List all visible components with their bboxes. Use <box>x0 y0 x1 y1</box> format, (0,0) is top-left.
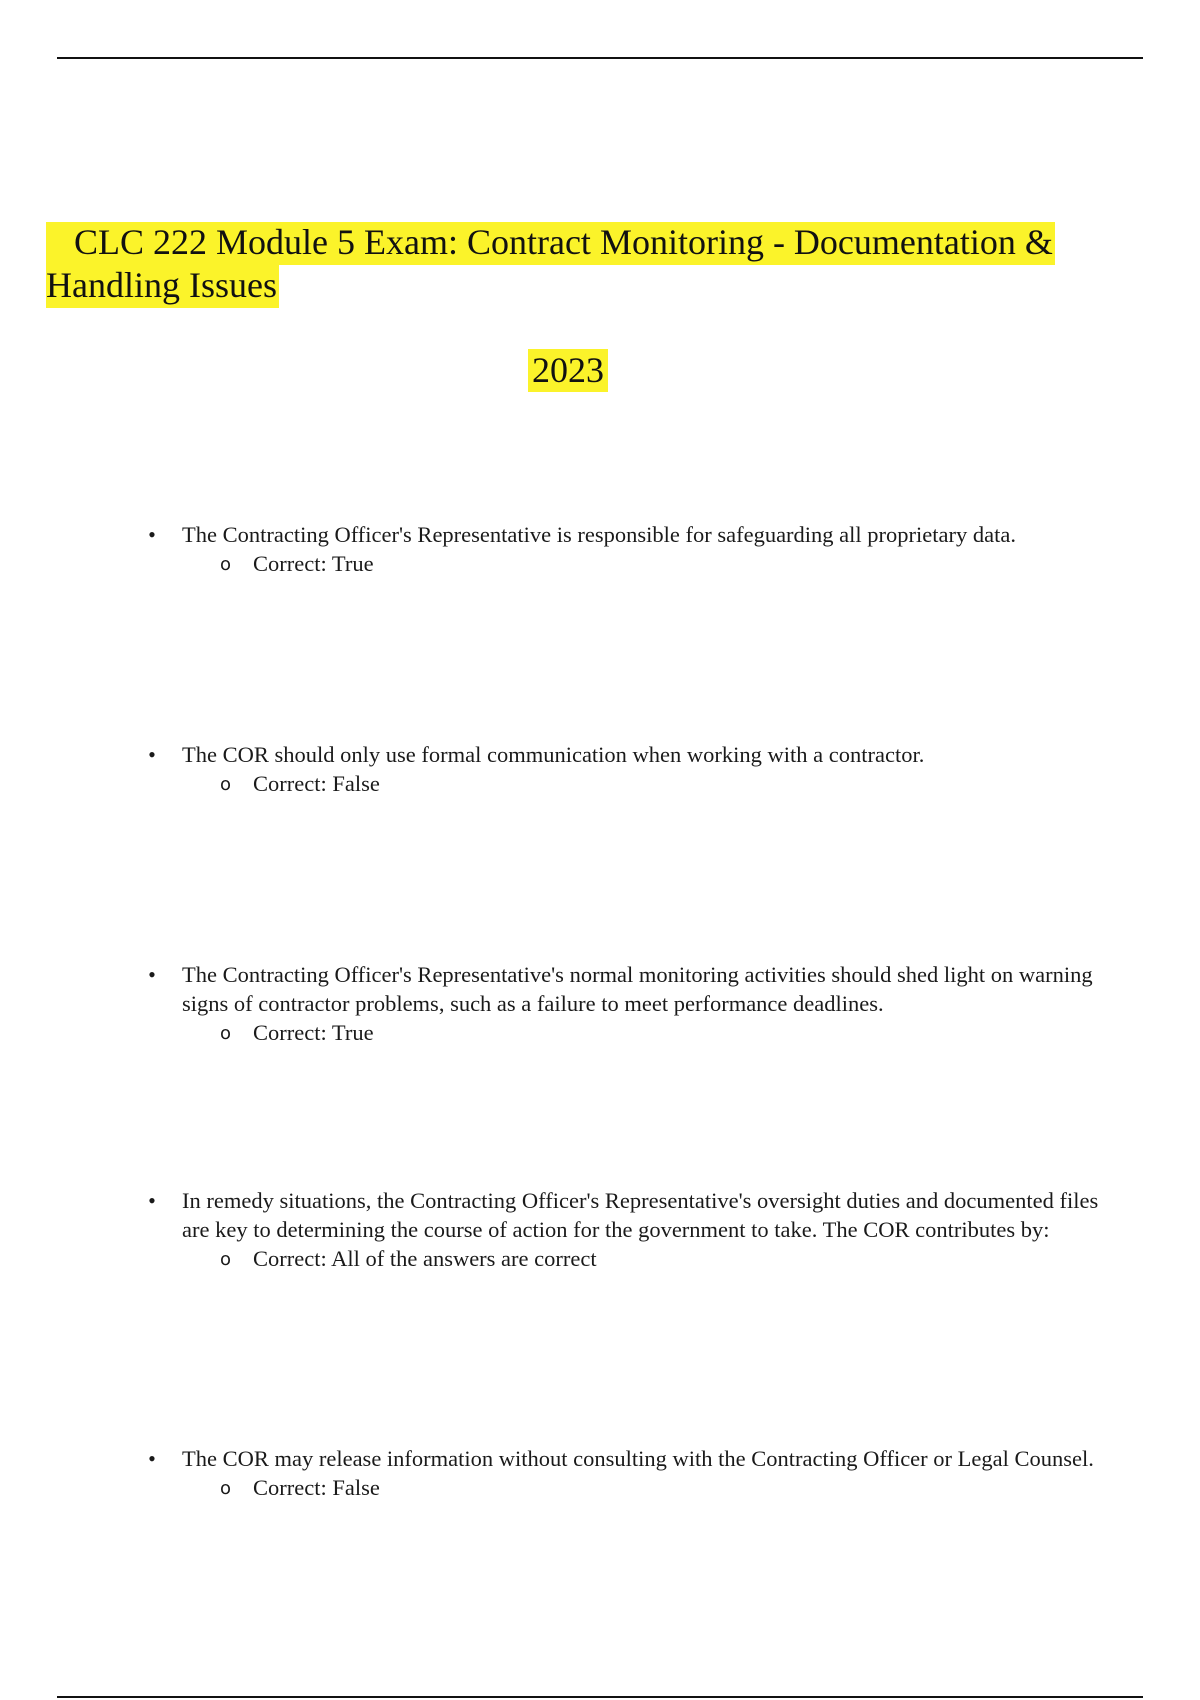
sub-bullet-icon: o <box>220 554 232 575</box>
bullet-icon: • <box>148 522 156 547</box>
answer-text: Correct: False <box>253 1475 380 1500</box>
top-rule <box>57 57 1143 59</box>
question-text: The COR may release information without consulting with the Contracting Officer or Legal Counsel. <box>182 1446 1094 1471</box>
bullet-icon: • <box>148 742 156 767</box>
sub-bullet-icon: o <box>220 774 232 795</box>
question-text: In remedy situations, the Contracting Officer's Representative's oversight duties and documented files are key to determining the course of action for the government to take. The COR contributes by: <box>182 1188 1099 1242</box>
answer-line <box>220 769 1105 798</box>
qa-item <box>145 960 1105 1047</box>
bullet-icon: • <box>148 1188 156 1213</box>
question-text: The COR should only use formal communication when working with a contractor. <box>182 742 925 767</box>
document-title <box>46 221 1156 307</box>
answer-text: Correct: True <box>253 551 374 576</box>
qa-item <box>145 1444 1105 1502</box>
qa-item <box>145 520 1105 578</box>
answer-line <box>220 1018 1105 1047</box>
document-year: 2023 <box>528 349 608 392</box>
answer-text: Correct: All of the answers are correct <box>253 1246 597 1271</box>
answer-line <box>220 549 1105 578</box>
bullet-icon: • <box>148 1446 156 1471</box>
qa-item <box>145 740 1105 798</box>
answer-line <box>220 1473 1105 1502</box>
sub-bullet-icon: o <box>220 1249 232 1270</box>
bottom-rule <box>57 1696 1143 1698</box>
sub-bullet-icon: o <box>220 1023 232 1044</box>
answer-line <box>220 1244 1105 1273</box>
question-text: The Contracting Officer's Representative's normal monitoring activities should shed light on warning signs of contractor problems, such as a failure to meet performance deadlines. <box>182 962 1093 1016</box>
answer-text: Correct: False <box>253 771 380 796</box>
answer-text: Correct: True <box>253 1020 374 1045</box>
question-text: The Contracting Officer's Representative is responsible for safeguarding all proprietary data. <box>182 522 1016 547</box>
document-title-text: CLC 222 Module 5 Exam: Contract Monitoring - Documentation & Handling Issues <box>46 222 1053 305</box>
sub-bullet-icon: o <box>220 1478 232 1499</box>
bullet-icon: • <box>148 962 156 987</box>
qa-item <box>145 1186 1105 1273</box>
